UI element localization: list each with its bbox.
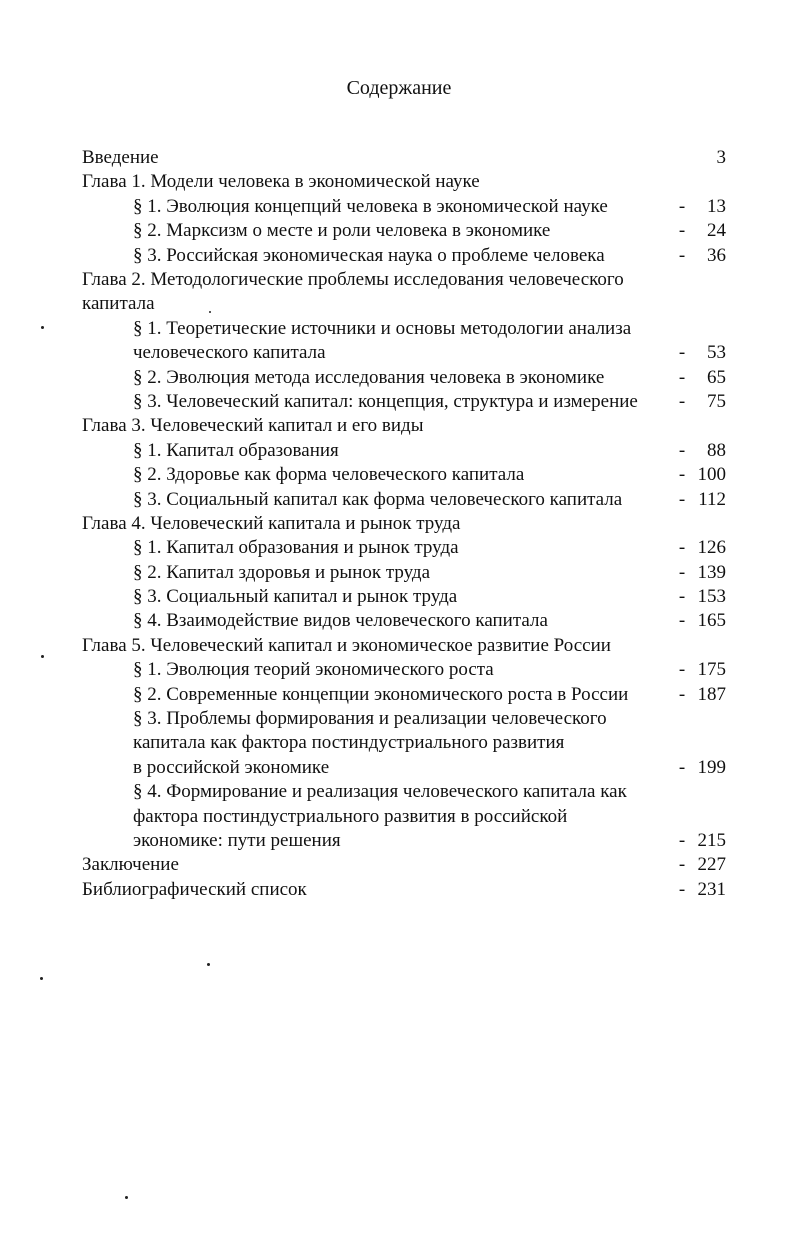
toc-entry-text: § 1. Эволюция теорий экономического роста (133, 659, 494, 680)
toc-entry-text: капитала (82, 293, 155, 314)
toc-entry-text: § 2. Эволюция метода исследования человека в экономике (133, 367, 605, 388)
toc-entry-dash: - (678, 196, 686, 217)
toc-entry-text: § 4. Взаимодействие видов человеческого капитала (133, 610, 548, 631)
toc-entry-page: 88 (707, 440, 726, 461)
toc-entry-dash: - (678, 367, 686, 388)
toc-entry-dash: - (678, 586, 686, 607)
toc-entry-text: экономике: пути решения (133, 830, 341, 851)
toc-entry-dash (675, 146, 689, 170)
toc-entry-text: Глава 2. Методологические проблемы исследования человеческого (82, 269, 624, 290)
toc-entry-text: § 3. Проблемы формирования и реализации человеческого (133, 708, 607, 729)
toc-entry-text: человеческого капитала (133, 342, 326, 363)
toc-entry-page: 65 (707, 367, 726, 388)
toc-entry-text: § 2. Современные концепции экономического роста в России (133, 684, 629, 705)
toc-entry-page: 199 (697, 757, 726, 778)
toc-entry-page: 139 (697, 562, 726, 583)
toc-entry-dash: - (678, 610, 686, 631)
toc-entry-text: Глава 5. Человеческий капитал и экономическое развитие России (82, 635, 611, 656)
toc-entry-page: 100 (697, 464, 726, 485)
toc-entry-page: 13 (707, 196, 726, 217)
toc-entry-page: 53 (707, 342, 726, 363)
toc-entry-page: 187 (697, 684, 726, 705)
toc-entry-dash: - (678, 342, 686, 363)
scan-speck (207, 963, 210, 966)
toc-entry-page: 165 (697, 610, 726, 631)
toc-entry-page: 215 (697, 830, 726, 851)
toc-entry-text: § 1. Теоретические источники и основы методологии анализа (133, 318, 632, 339)
toc-entry-dash (675, 780, 689, 804)
toc-entry-text: Библиографический список (82, 879, 307, 900)
toc-entry-text: § 3. Российская экономическая наука о проблеме человека (133, 245, 605, 266)
toc-entry-text: § 1. Эволюция концепций человека в экономической науке (133, 196, 608, 217)
page-title: Содержание (346, 77, 452, 99)
toc-entry-dash (675, 268, 689, 292)
toc-entry-page: 175 (697, 659, 726, 680)
toc-entry-dash: - (678, 537, 686, 558)
scan-speck (125, 1196, 128, 1199)
toc-entry-page: 153 (697, 586, 726, 607)
toc-entry-text: Глава 1. Модели человека в экономической науке (82, 171, 480, 192)
toc-entry-dash: - (678, 245, 686, 266)
toc-entry-dash: - (678, 757, 686, 778)
toc-entry-page: 231 (697, 879, 726, 900)
toc-entry-text: § 2. Здоровье как форма человеческого капитала (133, 464, 525, 485)
toc-entry-dash: - (678, 879, 686, 900)
toc-entry-text: § 3. Социальный капитал как форма человеческого капитала (133, 489, 623, 510)
toc-entry-text: Введение (82, 147, 159, 168)
toc-entry-text: § 1. Капитал образования (133, 440, 339, 461)
toc-entry-dash (675, 414, 689, 438)
toc-entry-dash (675, 805, 689, 829)
toc-entry-dash (675, 512, 689, 536)
toc-entry-page: 126 (697, 537, 726, 558)
toc-entry-page: 3 (716, 147, 726, 168)
toc-entry-dash: - (678, 220, 686, 241)
toc-entry-text: § 3. Социальный капитал и рынок труда (133, 586, 458, 607)
toc-entry-dash (675, 634, 689, 658)
toc-entry-dash: - (678, 464, 686, 485)
toc-entry-dash (675, 292, 689, 316)
toc-entry-text: § 2. Капитал здоровья и рынок труда (133, 562, 431, 583)
scan-speck (209, 311, 211, 313)
toc-entry-page: 24 (707, 220, 726, 241)
toc-entry-page: 36 (707, 245, 726, 266)
toc-entry-dash (675, 170, 689, 194)
toc-entry-dash: - (678, 489, 686, 510)
toc-entry-text: в российской экономике (133, 757, 330, 778)
toc-entry-dash: - (678, 391, 686, 412)
toc-entry-page: 112 (698, 489, 726, 510)
toc-entry-dash: - (678, 854, 686, 875)
toc-entry-page: 75 (707, 391, 726, 412)
scan-speck (41, 326, 44, 329)
toc-entry-text: Глава 3. Человеческий капитал и его виды (82, 415, 424, 436)
toc-entry-dash: - (678, 830, 686, 851)
toc-entry-text: § 4. Формирование и реализация человеческого капитала как (133, 781, 627, 802)
toc-entry-text: § 1. Капитал образования и рынок труда (133, 537, 459, 558)
scan-speck (40, 977, 43, 980)
toc-entry-dash: - (678, 440, 686, 461)
toc-entry-dash (675, 317, 689, 341)
toc-entry-dash (675, 707, 689, 731)
toc-entry-dash: - (678, 562, 686, 583)
toc-entry-text: Глава 4. Человеческий капитала и рынок труда (82, 513, 461, 534)
toc-entry-page: 227 (697, 854, 726, 875)
toc-entry-text: Заключение (82, 854, 179, 875)
scan-speck (41, 655, 44, 658)
toc-entry-dash: - (678, 684, 686, 705)
toc-entry-dash (675, 731, 689, 755)
toc-entry-text: § 3. Человеческий капитал: концепция, структура и измерение (133, 391, 638, 412)
toc-entry-text: фактора постиндустриального развития в российской (133, 806, 568, 827)
toc-entry-text: капитала как фактора постиндустриального развития (133, 732, 565, 753)
toc-entry-text: § 2. Марксизм о месте и роли человека в экономике (133, 220, 551, 241)
toc-entry-dash: - (678, 659, 686, 680)
